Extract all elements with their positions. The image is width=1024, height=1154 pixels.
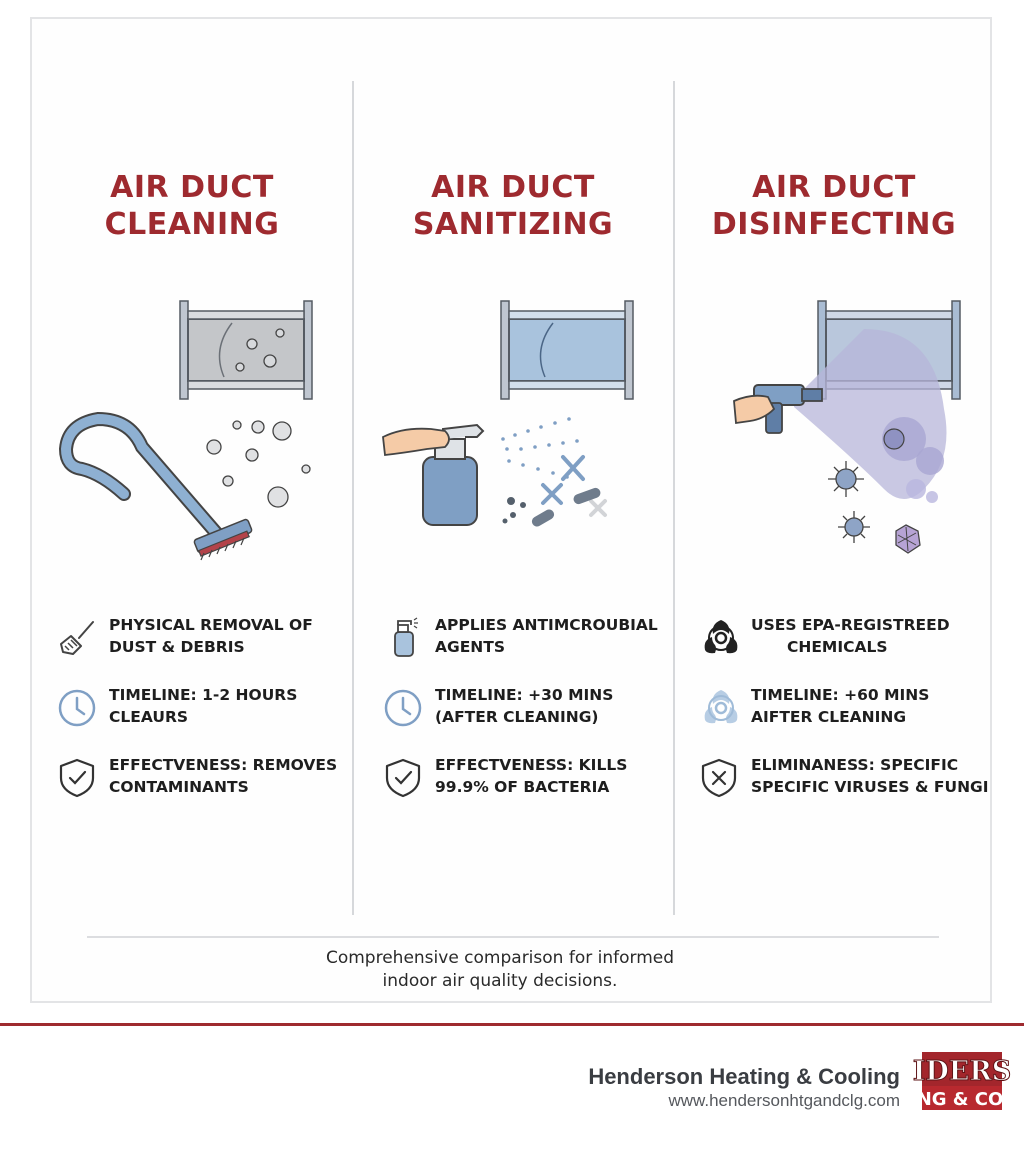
feature-text: EFFECTVENESS: REMOVES <box>109 756 338 774</box>
feature-text: USES EPA-REGISTREED <box>751 616 950 634</box>
column-disinfecting <box>674 19 994 919</box>
spray-sanitizing-illustration <box>373 289 653 579</box>
feature-text: CONTAMINANTS <box>109 778 249 796</box>
feature-text: DUST & DEBRIS <box>109 638 245 656</box>
title-line: AIR DUCT <box>110 170 274 205</box>
vacuum-cleaning-illustration <box>52 289 332 579</box>
caption-line: indoor air quality decisions. <box>382 971 618 991</box>
feature-text: CHEMICALS <box>787 638 888 656</box>
column-cleaning <box>32 19 352 919</box>
brush-icon <box>57 616 101 660</box>
feature-text: 99.9% OF BACTERIA <box>435 778 610 796</box>
title-line: AIR DUCT <box>431 170 595 205</box>
logo-text: IDERS <box>912 1056 1012 1087</box>
title-line: CLEANING <box>104 207 280 242</box>
company-name: Henderson Heating & Cooling <box>588 1064 900 1089</box>
caption-line: Comprehensive comparison for informed <box>325 948 675 968</box>
spray-bottle-icon <box>383 616 427 660</box>
footer-divider <box>0 1023 1024 1026</box>
fogger-disinfecting-illustration <box>694 289 974 579</box>
company-info <box>588 1063 900 1111</box>
feature-text: TIMELINE: 1-2 HOURS <box>109 686 298 704</box>
column-title <box>32 169 352 243</box>
feature-text: PHYSICAL REMOVAL OF <box>109 616 313 634</box>
shield-x-icon <box>699 756 743 800</box>
biohazard-icon <box>699 616 743 660</box>
biohazard-light-icon <box>699 686 743 730</box>
shield-check-icon <box>57 756 101 800</box>
comparison-card <box>30 17 992 1003</box>
shield-check-icon <box>383 756 427 800</box>
clock-icon <box>57 686 101 730</box>
logo-badge <box>912 1052 1012 1114</box>
feature-text: TIMELINE: +30 MINS <box>435 686 614 704</box>
company-url[interactable]: www.hendersonhtgandclg.com <box>668 1091 900 1110</box>
title-line: SANITIZING <box>412 207 614 242</box>
feature-text: APPLIES ANTIMCROUBIAL <box>435 616 658 634</box>
feature-text: EFFECTVENESS: KILLS <box>435 756 628 774</box>
title-line: AIR DUCT <box>752 170 916 205</box>
feature-text: ELIMINANESS: SPECIFIC <box>751 756 959 774</box>
column-title <box>674 169 994 243</box>
clock-icon <box>383 686 427 730</box>
caption <box>32 947 994 993</box>
feature-text: TIMELINE: +60 MINS <box>751 686 930 704</box>
feature-text: AIFTER CLEANING <box>751 708 907 726</box>
feature-text: CLEAURS <box>109 708 189 726</box>
column-sanitizing <box>353 19 673 919</box>
feature-text: (AFTER CLEANING) <box>435 708 599 726</box>
column-title <box>353 169 673 243</box>
company-logo <box>912 1052 1012 1114</box>
title-line: DISINFECTING <box>711 207 957 242</box>
logo-text: NG & CO <box>916 1089 1004 1110</box>
feature-text: SPECIFIC VIRUSES & FUNGI <box>751 778 989 796</box>
caption-divider <box>87 936 939 938</box>
feature-text: AGENTS <box>435 638 506 656</box>
